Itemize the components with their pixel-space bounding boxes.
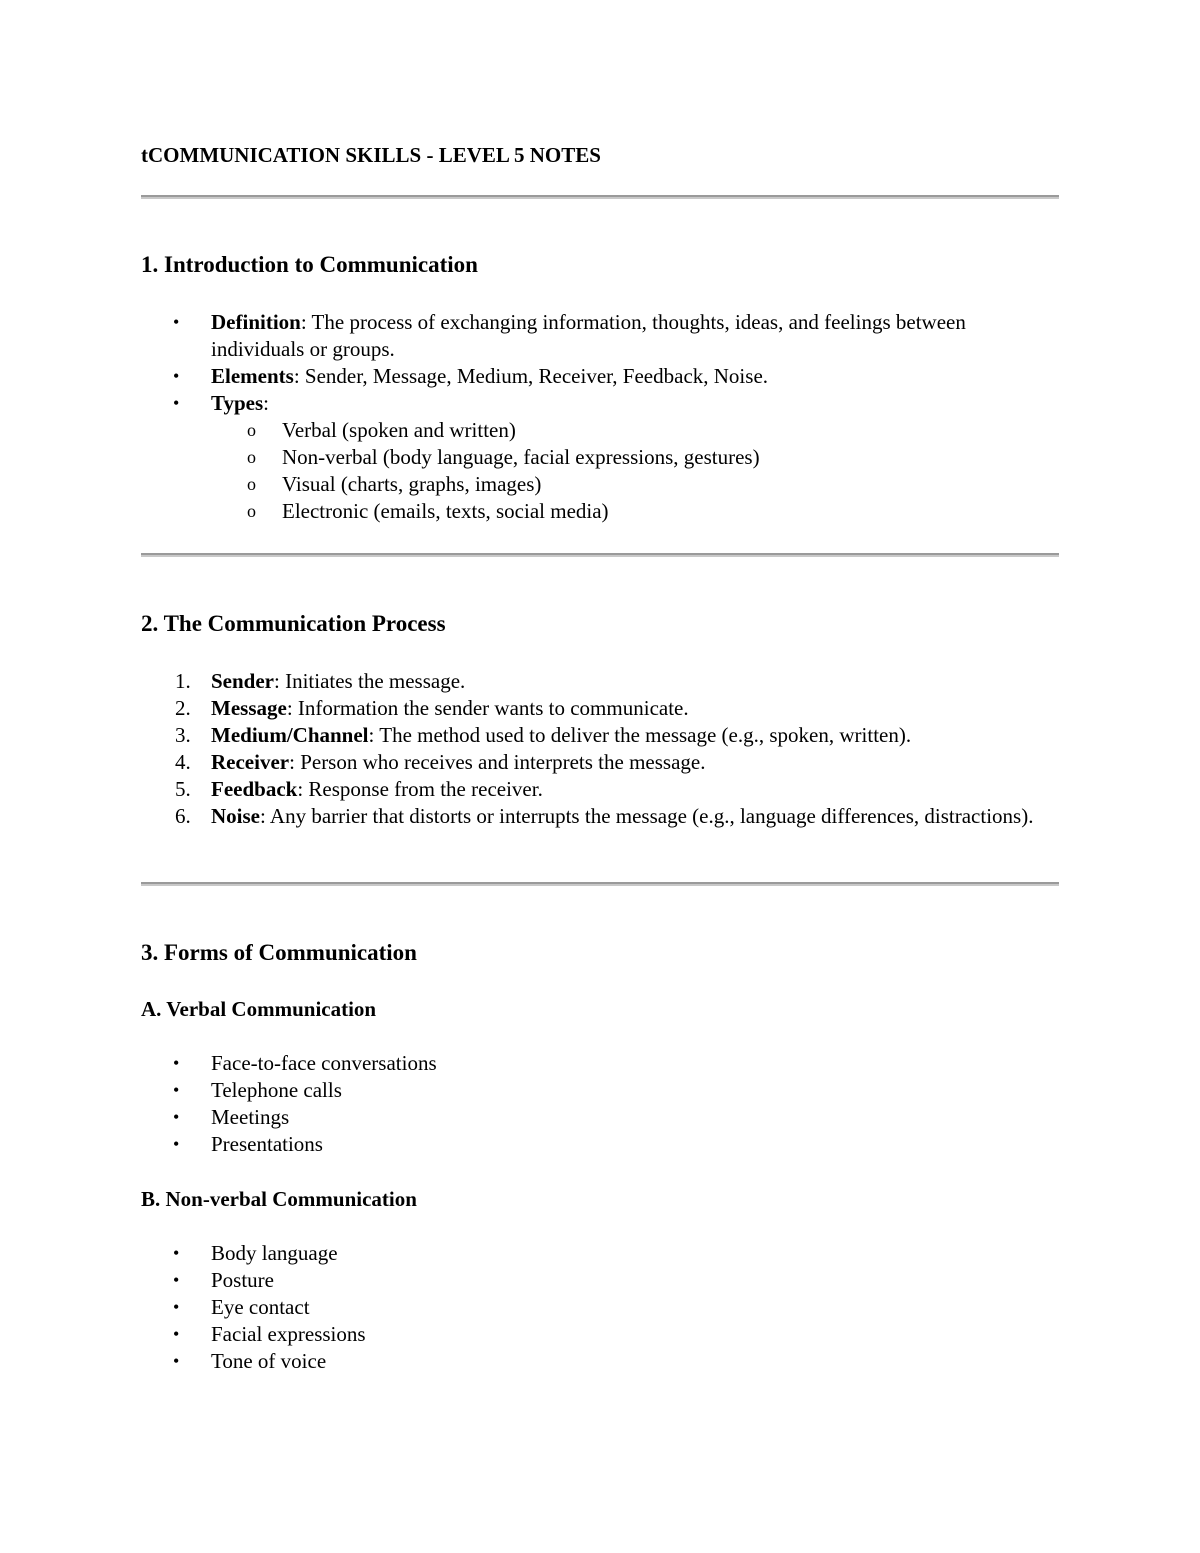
- section-heading-forms: 3. Forms of Communication: [141, 940, 417, 965]
- list-number: 4.: [175, 750, 191, 774]
- item-text: Tone of voice: [211, 1349, 327, 1373]
- subheading-verbal: A. Verbal Communication: [141, 997, 377, 1021]
- item-text: Eye contact: [211, 1295, 310, 1319]
- bullet-icon: •: [173, 1053, 180, 1073]
- section-heading-process: 2. The Communication Process: [141, 611, 446, 636]
- sender-text: : Initiates the message.: [274, 669, 466, 693]
- item-text: Meetings: [211, 1105, 290, 1129]
- term-medium: Medium/Channel: [211, 723, 369, 747]
- bullet-icon: •: [173, 1297, 180, 1317]
- item-text: Body language: [211, 1241, 338, 1265]
- list-item-feedback: [141, 776, 1059, 803]
- verbal-list: [141, 1050, 1059, 1158]
- term-definition: Definition: [211, 310, 301, 334]
- item-text: Telephone calls: [211, 1078, 342, 1102]
- bullet-icon: •: [173, 1243, 180, 1263]
- list-number: 1.: [175, 669, 191, 693]
- term-sender: Sender: [211, 669, 274, 693]
- sublist-item: [141, 444, 1059, 471]
- circle-bullet-icon: o: [247, 501, 256, 521]
- circle-bullet-icon: o: [247, 420, 256, 440]
- list-item: [141, 1240, 1059, 1267]
- list-item-elements: [141, 363, 1059, 390]
- list-number: 5.: [175, 777, 191, 801]
- term-elements: Elements: [211, 364, 294, 388]
- term-noise: Noise: [211, 804, 260, 828]
- term-types: Types: [211, 391, 264, 415]
- list-item-message: [141, 695, 1059, 722]
- circle-bullet-icon: o: [247, 447, 256, 467]
- list-item-medium: [141, 722, 1059, 749]
- list-item: [141, 1077, 1059, 1104]
- horizontal-rule: [141, 882, 1059, 886]
- noise-text: : Any barrier that distorts or interrupts the message (e.g., language differences, distractions).: [260, 804, 1034, 828]
- sublist-item: [141, 471, 1059, 498]
- item-text: Face-to-face conversations: [211, 1051, 437, 1075]
- list-item: [141, 1104, 1059, 1131]
- item-text: Posture: [211, 1268, 274, 1292]
- section-heading-introduction: 1. Introduction to Communication: [141, 252, 478, 277]
- list-item: [141, 1131, 1059, 1158]
- bullet-icon: •: [173, 1107, 180, 1127]
- document-title: tCOMMUNICATION SKILLS - LEVEL 5 NOTES: [141, 143, 601, 167]
- bullet-icon: •: [173, 1080, 180, 1100]
- bullet-icon: •: [173, 1134, 180, 1154]
- list-item-types: [141, 390, 1059, 417]
- bullet-icon: •: [173, 393, 180, 413]
- type-electronic: Electronic (emails, texts, social media): [282, 499, 609, 523]
- feedback-text: : Response from the receiver.: [297, 777, 543, 801]
- bullet-icon: •: [173, 366, 180, 386]
- list-item: [141, 1294, 1059, 1321]
- list-item: [141, 1321, 1059, 1348]
- bullet-icon: •: [173, 1270, 180, 1290]
- types-text: :: [263, 391, 269, 415]
- nonverbal-list: [141, 1240, 1059, 1375]
- definition-text: : The process of exchanging information, thoughts, ideas, and feelings between individuals or groups.: [211, 310, 966, 361]
- item-text: Presentations: [211, 1132, 323, 1156]
- sublist-item: [141, 417, 1059, 444]
- medium-text: : The method used to deliver the message (e.g., spoken, written).: [368, 723, 912, 747]
- term-message: Message: [211, 696, 287, 720]
- list-item: [141, 1050, 1059, 1077]
- message-text: : Information the sender wants to communicate.: [286, 696, 689, 720]
- bullet-icon: •: [173, 312, 180, 332]
- circle-bullet-icon: o: [247, 474, 256, 494]
- type-verbal: Verbal (spoken and written): [282, 418, 516, 442]
- term-feedback: Feedback: [211, 777, 298, 801]
- list-item-receiver: [141, 749, 1059, 776]
- term-receiver: Receiver: [211, 750, 290, 774]
- list-item-sender: [141, 668, 1059, 695]
- list-number: 3.: [175, 723, 191, 747]
- list-item-noise: [141, 803, 1059, 830]
- list-item: [141, 1267, 1059, 1294]
- list-item: [141, 1348, 1059, 1375]
- type-non-verbal: Non-verbal (body language, facial expressions, gestures): [282, 445, 760, 469]
- horizontal-rule: [141, 195, 1059, 199]
- list-number: 6.: [175, 804, 191, 828]
- list-item-definition: [141, 309, 1059, 363]
- horizontal-rule: [141, 553, 1059, 557]
- sublist-item: [141, 498, 1059, 525]
- item-text: Facial expressions: [211, 1322, 366, 1346]
- receiver-text: : Person who receives and interprets the message.: [289, 750, 706, 774]
- list-number: 2.: [175, 696, 191, 720]
- bullet-icon: •: [173, 1351, 180, 1371]
- process-list: [141, 668, 1059, 830]
- elements-text: : Sender, Message, Medium, Receiver, Feedback, Noise.: [293, 364, 769, 388]
- type-visual: Visual (charts, graphs, images): [282, 472, 542, 496]
- subheading-nonverbal: B. Non-verbal Communication: [141, 1187, 417, 1211]
- introduction-list: [141, 309, 1059, 525]
- bullet-icon: •: [173, 1324, 180, 1344]
